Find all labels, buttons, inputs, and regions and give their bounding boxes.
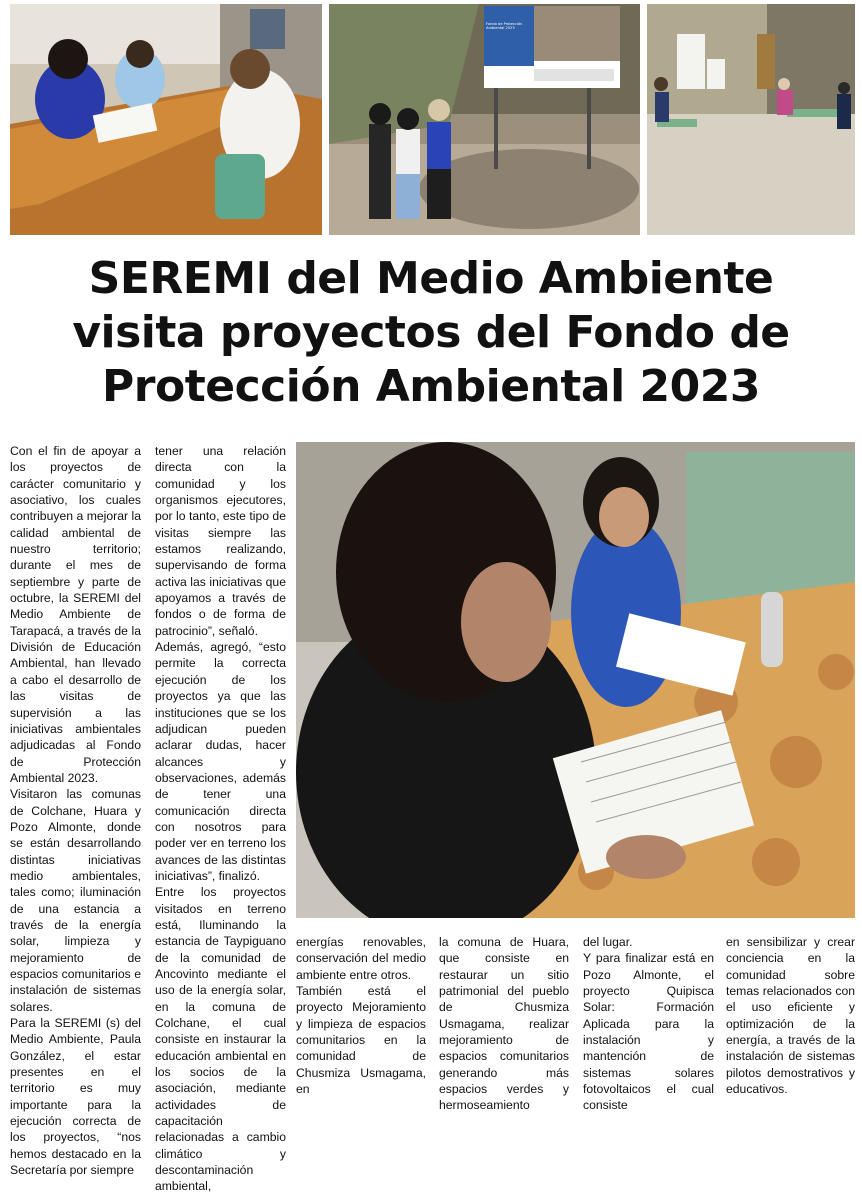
headline-line-1: SEREMI del Medio Ambiente bbox=[88, 253, 774, 304]
article-column-1 bbox=[10, 443, 141, 1178]
paragraph: Entre los proyectos visitados en terreno está, Iluminando la estancia de Taypiguano de la comunidad de Ancovinto mediante el uso de la energía solar, en la comuna de Colchane, el cual consiste en instaurar la educación ambiental en los socios de la asociación, mediante actividades de capacitación relacionadas a cambio climático y descontaminación ambiental, bbox=[155, 885, 286, 1194]
headline-line-2: visita proyectos del Fondo de bbox=[72, 307, 790, 358]
photo-document-review bbox=[296, 442, 855, 918]
photo-signboard-visit bbox=[329, 4, 640, 235]
paragraph: También está el proyecto Mejoramiento y limpieza de espacios comunitarios en la comunidad de Chusmiza Usmagama, en bbox=[296, 984, 426, 1097]
paragraph: Y para finalizar está en Pozo Almonte, el proyecto Quipisca Solar: Formación Aplicada para la instalación y mantención de sistemas solares fotovoltaicos el cual consiste bbox=[583, 951, 714, 1113]
article-column-4 bbox=[439, 934, 569, 1114]
paragraph: en sensibilizar y crear conciencia en la comunidad sobre temas relacionados con el uso eficiente y optimización de la energía, a través de la instalación de sistemas pilotos demostrativos y educativos. bbox=[726, 935, 855, 1097]
photo-meeting-table bbox=[10, 4, 322, 235]
signboard-title: Fondo de Protección Ambiental 2023 bbox=[486, 22, 523, 31]
paragraph: tener una relación directa con la comunidad y los organismos ejecutores, por lo tanto, este tipo de visitas siempre las estamos realizando, supervisando de forma activa las iniciativas que apoyamos a través de fondos o de forma de patrocinio”, señaló. bbox=[155, 444, 286, 638]
paragraph: Además, agregó, “esto permite la correcta ejecución de los proyectos ya que las instituciones que se los adjudican pueden aclarar dudas, hacer alcances y observaciones, además de tener una comunicación directa con nosotros para poder ver en terreno los avances de las distintas iniciativas”, finalizó. bbox=[155, 640, 286, 883]
article-column-2 bbox=[155, 443, 286, 1195]
photo-interior-hall bbox=[647, 4, 855, 235]
article-column-5 bbox=[583, 934, 714, 1114]
paragraph: energías renovables, conservación del medio ambiente entre otros. bbox=[296, 935, 426, 982]
article-headline bbox=[0, 252, 862, 414]
paragraph: Para la SEREMI (s) del Medio Ambiente, Paula González, el estar presentes en el territorio es muy importante para la ejecución correcta de los proyectos, “nos hemos destacado en la Secretaría por siempre bbox=[10, 1016, 141, 1178]
headline-line-3: Protección Ambiental 2023 bbox=[102, 361, 760, 412]
article-column-6 bbox=[726, 934, 855, 1097]
paragraph: la comuna de Huara, que consiste en restaurar un sitio patrimonial del pueblo de Chusmiza Usmagama, realizar mejoramiento de espacios comunitarios generando más espacios verdes y hermoseamiento bbox=[439, 935, 569, 1113]
paragraph: del lugar. bbox=[583, 935, 633, 949]
paragraph: Visitaron las comunas de Colchane, Huara y Pozo Almonte, donde se están desarrollando distintas iniciativas medio ambientales, tales como; iluminación de una estancia a través de la energía solar, limpieza y mejoramiento de espacios comunitarios e instalación de sistemas solares. bbox=[10, 787, 141, 1014]
paragraph: Con el fin de apoyar a los proyectos de carácter comunitario y asociativo, los cuales contribuyen a mejorar la calidad ambiental de nuestro territorio; durante el mes de septiembre y parte de octubre, la SEREMI del Medio Ambiente de Tarapacá, a través de la División de Educación Ambiental, han llevado a cabo el desarrollo de las visitas de supervisión a las iniciativas ambientales adjudicadas al Fondo de Protección Ambiental 2023. bbox=[10, 444, 141, 785]
article-column-3 bbox=[296, 934, 426, 1097]
